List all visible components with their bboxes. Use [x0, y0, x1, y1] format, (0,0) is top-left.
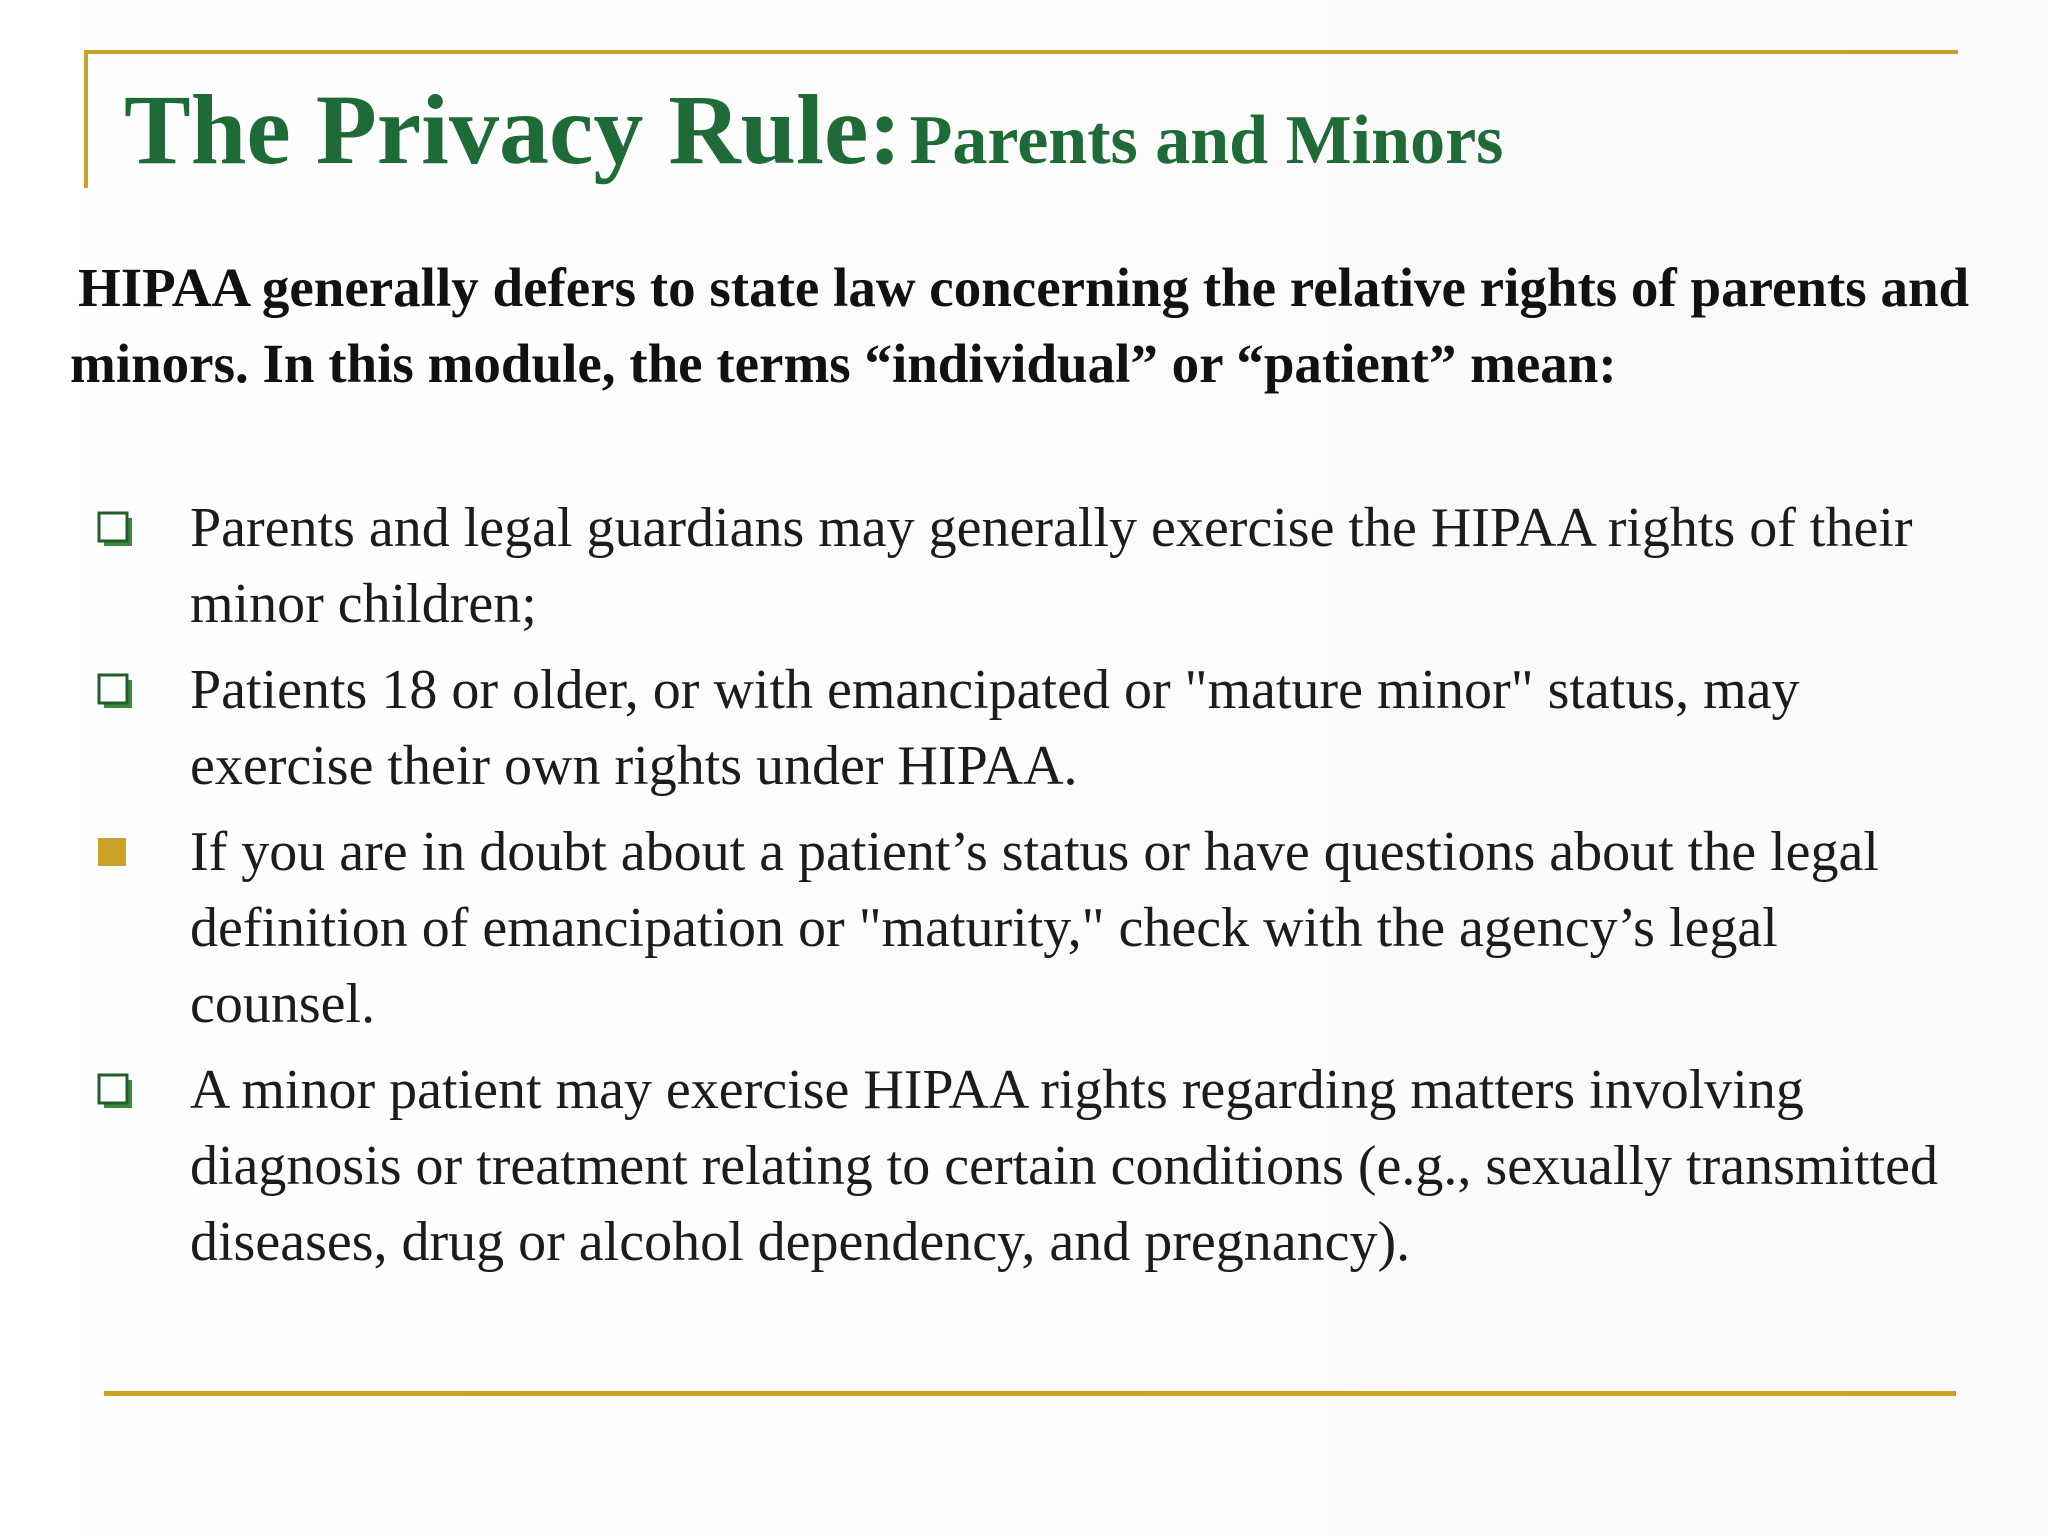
bottom-rule: [104, 1391, 1956, 1396]
slide-title: [124, 74, 1504, 185]
bullet-list: [96, 490, 1976, 1290]
bullet-item-parents: [96, 490, 1976, 642]
square-bullet-icon: [96, 834, 136, 874]
checkbox-icon: [96, 1072, 136, 1112]
title-main: The Privacy Rule:: [124, 74, 902, 185]
bullet-text: A minor patient may exercise HIPAA rights regarding matters involving diagnosis or treatment relating to certain conditions (e.g., sexually transmitted diseases, drug or alcohol dependency, and pregnancy).: [190, 1059, 1938, 1273]
checkbox-icon: [96, 510, 136, 550]
intro-paragraph: HIPAA generally defers to state law concerning the relative rights of parents and minors. In this module, the terms “individual” or “patient” mean:: [70, 257, 1970, 394]
bullet-text: Patients 18 or older, or with emancipated or "mature minor" status, may exercise their own rights under HIPAA.: [190, 659, 1800, 797]
bullet-item-adult-patients: [96, 652, 1976, 804]
bullet-text: Parents and legal guardians may generally exercise the HIPAA rights of their minor children;: [190, 497, 1913, 635]
title-frame-left-rule: [84, 50, 88, 188]
title-subtitle: Parents and Minors: [909, 102, 1504, 179]
checkbox-icon: [96, 672, 136, 712]
bullet-text: If you are in doubt about a patient’s status or have questions about the legal definition of emancipation or "maturity," check with the agency’s legal counsel.: [190, 821, 1879, 1035]
bullet-item-minor-rights: [96, 1052, 1976, 1280]
title-frame-top-rule: [84, 50, 1958, 54]
bullet-item-doubt: [96, 814, 1976, 1042]
